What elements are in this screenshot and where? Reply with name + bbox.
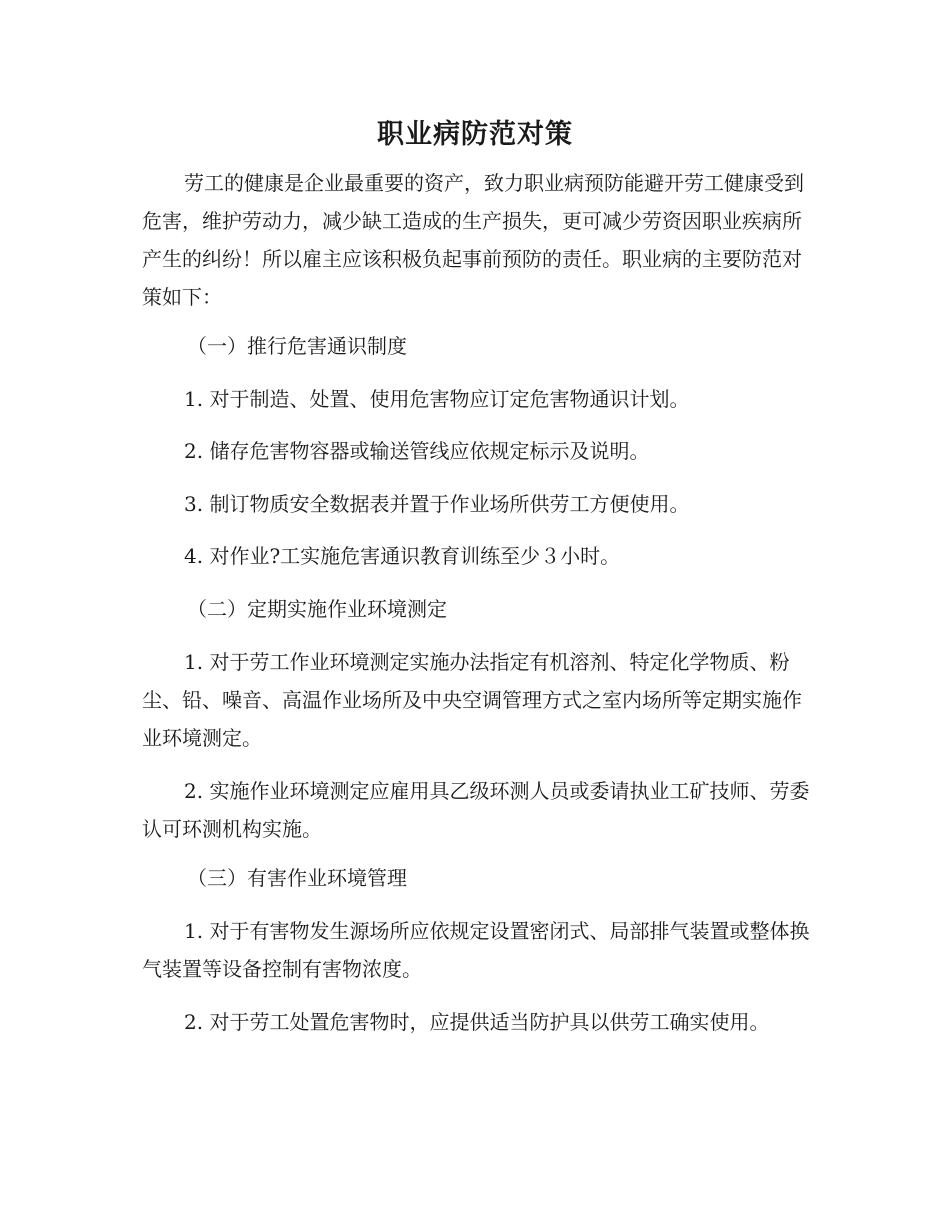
- section-1-heading: （一）推行危害通识制度: [187, 334, 407, 358]
- section-1-item-3: 3. 制订物质安全数据表并置于作业场所供劳工方便使用。: [184, 492, 690, 516]
- section-1-item-2: 2. 储存危害物容器或输送管线应依规定标示及说明。: [184, 439, 650, 463]
- section-3-heading: （三）有害作业环境管理: [187, 866, 407, 890]
- section-1-item-4: 4. 对作业?工实施危害通识教育训练至少３小时。: [184, 544, 621, 568]
- section-3-item-2: 2. 对于劳工处置危害物时，应提供适当防护具以供劳工确实使用。: [184, 1010, 770, 1034]
- section-3-item-1: 1. 对于有害物发生源场所应依规定设置密闭式、局部排气装置或整体换气装置等设备控制有害物浓度。: [142, 919, 810, 981]
- section-2-heading: （二）定期实施作业环境测定: [187, 597, 447, 621]
- section-2-item-1: 1. 对于劳工作业环境测定实施办法指定有机溶剂、特定化学物质、粉尘、铅、噪音、高温作业场所及中央空调管理方式之室内场所等定期实施作业环境测定。: [142, 650, 802, 750]
- section-2-item-2: 2. 实施作业环境测定应雇用具乙级环测人员或委请执业工矿技师、劳委认可环测机构实施。: [142, 779, 810, 841]
- section-1-item-1: 1. 对于制造、处置、使用危害物应订定危害物通识计划。: [184, 387, 690, 411]
- intro-paragraph: 劳工的健康是企业最重要的资产，致力职业病预防能避开劳工健康受到危害，维护劳动力，减少缺工造成的生产损失，更可减少劳资因职业疾病所产生的纠纷！所以雇主应该积极负起事前预防的责任。职业病的主要防范对策如下：: [142, 171, 804, 309]
- page-title: 职业病防范对策: [377, 119, 573, 150]
